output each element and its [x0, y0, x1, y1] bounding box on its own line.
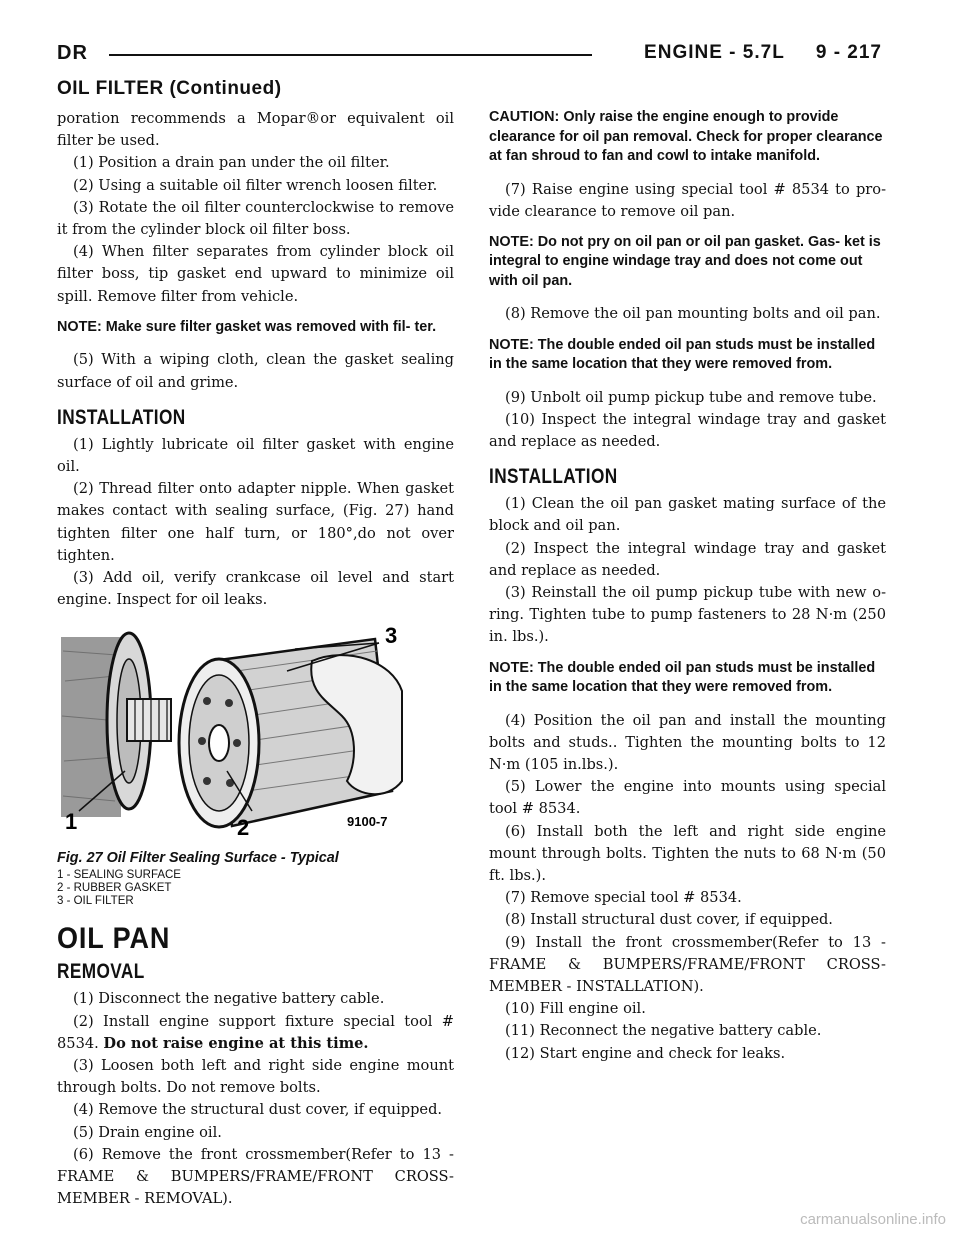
installation-step: (2) Thread filter onto adapter nipple. When gasket makes contact with sealing surface, (Fig. 27) hand tighten filter one half turn, or 180°,do not over tighten. [57, 480, 454, 564]
oil-pan-title: OIL PAN [57, 922, 171, 956]
intro-paragraph: poration recommends a Mopar®or equivalent oil filter be used. [57, 110, 454, 150]
installation-step: (12) Start engine and check for leaks. [505, 1044, 786, 1062]
removal-step: (1) Position a drain pan under the oil filter. [73, 154, 390, 172]
installation-step: (6) Install both the left and right side engine mount through bolts. Tighten the nuts to 68 N·m (50 ft. lbs.). [489, 822, 886, 885]
legend-item: 1 - SEALING SURFACE [57, 869, 181, 882]
removal-step: (10) Inspect the integral windage tray and gasket and replace as needed. [489, 410, 886, 451]
installation-step: (10) Fill engine oil. [505, 1000, 646, 1018]
figure-code: 9100-7 [347, 814, 388, 830]
removal-step: (2) Using a suitable oil filter wrench loosen filter. [73, 176, 438, 194]
note-filter-gasket: NOTE: Make sure filter gasket was removed with fil- ter. [57, 318, 437, 335]
oil-pan-removal-step: (6) Remove the front crossmember(Refer to 13 - FRAME & BUMPERS/FRAME/FRONT CROSS- MEMBER - REMOVAL). [57, 1145, 454, 1208]
installation-step: (7) Remove special tool # 8534. [505, 889, 742, 907]
note-studs: NOTE: The double ended oil pan studs must be installed in the same location that they were removed from. [489, 336, 876, 373]
installation-step: (3) Reinstall the oil pump pickup tube with new o-ring. Tighten tube to pump fasteners to 28 N·m (250 in. lbs.). [489, 584, 886, 646]
installation-step: (5) Lower the engine into mounts using special tool # 8534. [489, 778, 886, 818]
installation-step: (1) Clean the oil pan gasket mating surface of the block and oil pan. [489, 495, 886, 535]
oil-pan-removal-step: (2) Install engine support fixture special tool # 8534. Do not raise engine at this time. [57, 1012, 454, 1052]
figure-caption: Fig. 27 Oil Filter Sealing Surface - Typical [57, 850, 339, 867]
installation-step: (4) Position the oil pan and install the mounting bolts and studs.. Tighten the mounting bolts to 12 N·m (105 in.lbs.). [489, 711, 886, 774]
installation-heading: INSTALLATION [57, 405, 186, 429]
page-header [57, 42, 882, 68]
removal-heading: REMOVAL [57, 960, 145, 984]
installation-step: (3) Add oil, verify crankcase oil level and start engine. Inspect for oil leaks. [57, 568, 454, 609]
note-pry: NOTE: Do not pry on oil pan or oil pan gasket. Gas- ket is integral to engine windage tray and does not come out with oil pan. [489, 233, 881, 289]
installation-step: (11) Reconnect the negative battery cable. [505, 1022, 822, 1040]
legend-item: 2 - RUBBER GASKET [57, 882, 172, 895]
header-section-page: ENGINE - 5.7L 9 - 217 [644, 42, 882, 63]
removal-step: (8) Remove the oil pan mounting bolts and oil pan. [505, 305, 881, 323]
caution-engine-raise: CAUTION: Only raise the engine enough to provide clearance for oil pan removal. Check for proper clearance at fan shroud to fan and cowl to intake manifold. [489, 109, 883, 164]
callout-2: 2 [237, 815, 250, 841]
right-column [489, 108, 886, 1065]
legend-item: 3 - OIL FILTER [57, 895, 134, 908]
oil-pan-removal-step: (5) Drain engine oil. [73, 1123, 222, 1141]
oil-pan-removal-step: (3) Loosen both left and right side engine mount through bolts. Do not remove bolts. [57, 1056, 454, 1097]
oil-pan-removal-step: (4) Remove the structural dust cover, if equipped. [73, 1101, 443, 1119]
oil-filter-illustration [57, 621, 407, 846]
installation-step: (2) Inspect the integral windage tray and gasket and replace as needed. [489, 539, 886, 579]
step-emphasis: Do not raise engine at this time. [103, 1034, 369, 1052]
removal-step: (5) With a wiping cloth, clean the gasket sealing surface of oil and grime. [57, 351, 454, 391]
installation-step: (8) Install structural dust cover, if equipped. [505, 911, 833, 929]
section-title: OIL FILTER (Continued) [57, 78, 282, 99]
removal-step: (4) When filter separates from cylinder block oil filter boss, tip gasket end upward to minimize oil spill. Remove filter from vehicle. [57, 243, 454, 305]
oil-filter-figure [57, 621, 407, 846]
note-studs-install: NOTE: The double ended oil pan studs must be installed in the same location that they were removed from. [489, 659, 876, 696]
oil-pan-removal-step: (1) Disconnect the negative battery cable. [73, 990, 385, 1008]
removal-step: (3) Rotate the oil filter counterclockwise to remove it from the cylinder block oil filter boss. [57, 198, 454, 239]
removal-step: (9) Unbolt oil pump pickup tube and remove tube. [505, 388, 877, 406]
callout-3: 3 [385, 623, 398, 649]
header-rule [109, 54, 592, 56]
watermark: carmanualsonline.info [800, 1211, 946, 1228]
left-column [57, 108, 454, 1210]
removal-step: (7) Raise engine using special tool # 8534 to pro- vide clearance to remove oil pan. [489, 180, 886, 220]
installation-step: (1) Lightly lubricate oil filter gasket with engine oil. [57, 435, 454, 475]
installation-step: (9) Install the front crossmember(Refer to 13 - FRAME & BUMPERS/FRAME/FRONT CROSS- MEMBER - INSTALLATION). [489, 933, 886, 996]
installation-heading: INSTALLATION [489, 465, 618, 489]
callout-1: 1 [65, 809, 78, 835]
header-manual-code: DR [57, 42, 88, 64]
